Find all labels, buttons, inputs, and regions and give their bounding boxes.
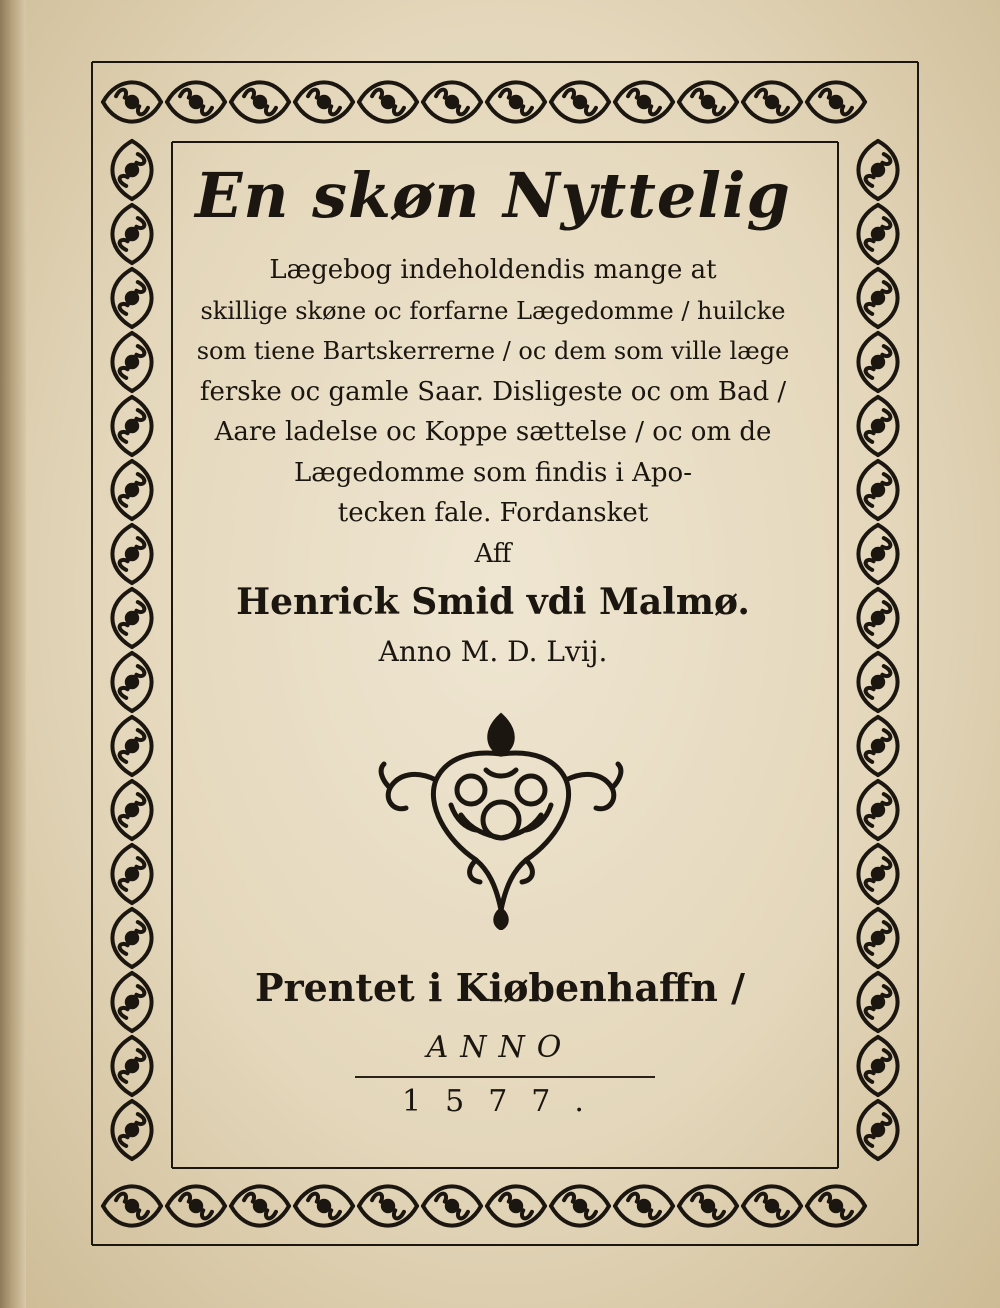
anno-label: ANNO — [426, 1030, 574, 1065]
subtitle-line: Lægebog indeholdendis mange at — [269, 255, 717, 285]
subtitle-line: skillige skøne oc forfarne Lægedomme / huilcke — [200, 296, 786, 325]
subtitle-line: Aare ladelse oc Koppe sættelse / oc om de — [214, 417, 772, 447]
subtitle-line: tecken fale. Fordansket — [337, 498, 649, 528]
subtitle-line: Aff — [474, 538, 512, 569]
year-text: 1577. — [402, 1084, 608, 1119]
subtitle-line: ferske oc gamle Saar. Disligeste oc om Bad / — [199, 376, 787, 407]
author-line: Henrick Smid vdi Malmø. — [236, 581, 750, 623]
year-rule — [355, 1076, 655, 1078]
date-line: Anno M. D. Lvij. — [378, 635, 608, 668]
arabesque-fleuron-icon — [376, 710, 626, 930]
title-text-block — [178, 150, 808, 676]
subtitle-line: som tiene Bartskerrerne / oc dem som ville læge — [196, 337, 790, 365]
subtitle-line: Lægedomme som findis i Apo- — [294, 457, 692, 488]
imprint-line: Prentet i Kiøbenhaffn / — [255, 965, 745, 1010]
page-title: En skøn Nyttelig — [195, 159, 791, 232]
subtitle-lines — [178, 250, 808, 574]
